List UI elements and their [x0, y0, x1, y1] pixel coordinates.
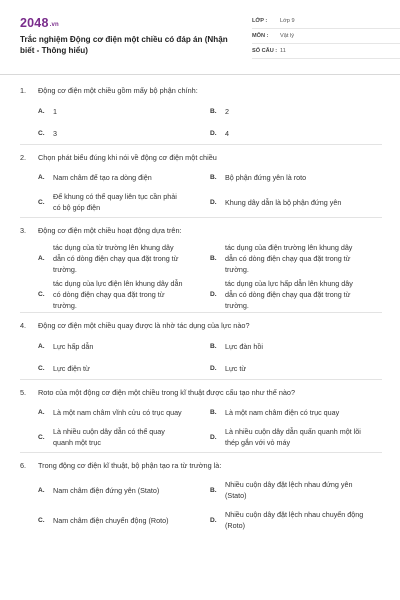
option-letter: C.	[38, 516, 45, 524]
meta-key: SỐ CÂU :	[252, 48, 278, 54]
option-letter: B.	[210, 173, 217, 181]
option-text: Nhiều cuộn dây đặt lệch nhau đứng yên (Stato)	[225, 480, 353, 500]
option-letter: B.	[210, 107, 217, 115]
option-letter: B.	[210, 408, 217, 416]
option-letter: A.	[38, 107, 45, 115]
option-a[interactable]	[20, 240, 192, 276]
option-grid	[20, 100, 382, 144]
option-grid	[20, 402, 382, 452]
question-text: Động cơ điện một chiều hoạt động dựa trên:	[38, 226, 182, 235]
option-d[interactable]	[192, 505, 372, 535]
option-c[interactable]	[20, 505, 192, 535]
option-letter: C.	[38, 433, 45, 441]
question-text: Roto của một động cơ điện một chiều trong kĩ thuật được cấu tạo như thế nào?	[38, 388, 296, 397]
option-text: Lực hấp dẫn	[53, 341, 94, 351]
option-b[interactable]	[192, 167, 372, 187]
meta-value: 11	[280, 48, 286, 54]
question-stem	[20, 380, 382, 402]
meta-key: MÔN :	[252, 33, 269, 39]
option-text: Là nhiều cuộn dây dẫn có thể quay quanh một trục	[53, 427, 165, 447]
question-3	[20, 218, 382, 313]
question-text: Chọn phát biểu đúng khi nói về động cơ điện một chiều	[38, 153, 217, 162]
meta-row-grade	[252, 14, 400, 29]
question-text: Động cơ điện một chiều quay được là nhờ tác dụng của lực nào?	[38, 321, 250, 330]
question-text: Trong động cơ điện kĩ thuật, bộ phận tạo ra từ trường là:	[38, 461, 222, 470]
option-c[interactable]	[20, 422, 192, 452]
option-letter: A.	[38, 408, 45, 416]
option-b[interactable]	[192, 402, 372, 422]
option-letter: C.	[38, 129, 45, 137]
question-number: 2.	[20, 153, 27, 162]
question-number: 3.	[20, 226, 27, 235]
question-stem	[20, 78, 382, 100]
logo-main: 2048	[20, 16, 49, 30]
option-text: Lực điện từ	[53, 363, 90, 373]
question-1	[20, 78, 382, 145]
option-text: Để khung có thể quay liên tục cần phải có bộ góp điện	[53, 192, 177, 212]
option-letter: D.	[210, 433, 217, 441]
option-text: Nhiều cuộn dây đặt lệch nhau chuyển động (Roto)	[225, 510, 364, 530]
worksheet-header	[20, 12, 384, 78]
option-grid	[20, 475, 382, 535]
option-grid	[20, 335, 382, 379]
option-text: Khung dây dẫn là bộ phận đứng yên	[225, 197, 342, 207]
question-list	[20, 78, 382, 535]
option-letter: C.	[38, 364, 45, 372]
question-2	[20, 145, 382, 218]
option-text: Lực đàn hồi	[225, 341, 263, 351]
option-d[interactable]	[192, 276, 372, 312]
option-a[interactable]	[20, 475, 192, 505]
question-number: 1.	[20, 86, 27, 95]
question-stem	[20, 218, 382, 240]
question-number: 4.	[20, 321, 27, 330]
option-text: tác dụng của lực hấp dẫn lên khung dây dẫn có dòng điện chạy qua đặt trong từ trường.	[225, 278, 353, 310]
option-letter: B.	[210, 254, 217, 262]
option-text: 1	[53, 106, 57, 116]
header-divider	[0, 74, 400, 75]
option-d[interactable]	[192, 422, 372, 452]
option-text: Là một nam châm điện có trục quay	[225, 407, 340, 417]
option-letter: D.	[210, 129, 217, 137]
question-stem	[20, 453, 382, 475]
option-text: tác dụng của lực điện lên khung dây dẫn có dòng điện chạy qua đặt trong từ trường.	[53, 278, 183, 310]
option-text: Nam châm điện đứng yên (Stato)	[53, 485, 160, 495]
option-text: tác dụng của điện trường lên khung dây dẫn có dòng điện chạy qua đặt trong từ trường.	[225, 242, 353, 274]
meta-row-subject	[252, 29, 400, 44]
option-d[interactable]	[192, 122, 372, 144]
question-number: 5.	[20, 388, 27, 397]
site-logo[interactable]	[20, 16, 59, 30]
option-text: Nam châm để tạo ra dòng điện	[53, 172, 152, 182]
meta-key: LỚP :	[252, 18, 268, 24]
option-letter: A.	[38, 173, 45, 181]
meta-value: Vật lý	[280, 33, 294, 39]
option-grid	[20, 167, 382, 217]
option-letter: C.	[38, 290, 45, 298]
option-a[interactable]	[20, 402, 192, 422]
option-text: Là nhiều cuộn dây dẫn quấn quanh một lõi thép gắn với vỏ máy	[225, 427, 361, 447]
option-letter: D.	[210, 290, 217, 298]
option-text: Lực từ	[225, 363, 247, 373]
meta-row-count	[252, 44, 400, 59]
option-b[interactable]	[192, 100, 372, 122]
question-stem	[20, 313, 382, 335]
question-5	[20, 380, 382, 453]
question-6	[20, 453, 382, 535]
option-text: 2	[225, 106, 229, 116]
option-a[interactable]	[20, 335, 192, 357]
option-text: Bộ phận đứng yên là roto	[225, 172, 307, 182]
option-c[interactable]	[20, 357, 192, 379]
option-letter: A.	[38, 486, 45, 494]
logo-suffix: .vn	[49, 22, 59, 28]
option-d[interactable]	[192, 187, 372, 217]
option-text: 4	[225, 128, 229, 138]
option-letter: D.	[210, 516, 217, 524]
option-letter: B.	[210, 486, 217, 494]
worksheet-meta	[252, 14, 400, 59]
option-letter: D.	[210, 364, 217, 372]
option-letter: A.	[38, 342, 45, 350]
option-b[interactable]	[192, 335, 372, 357]
option-letter: A.	[38, 254, 45, 262]
option-text: Nam châm điện chuyển động (Roto)	[53, 515, 169, 525]
question-4	[20, 313, 382, 380]
option-c[interactable]	[20, 187, 192, 217]
option-d[interactable]	[192, 357, 372, 379]
option-text: 3	[53, 128, 57, 138]
option-a[interactable]	[20, 167, 192, 187]
option-b[interactable]	[192, 240, 372, 276]
option-text: tác dụng của từ trường lên khung dây dẫn có dòng điện chạy qua đặt trong từ trường.	[53, 242, 179, 274]
meta-value: Lớp 9	[280, 18, 295, 24]
option-text: Là một nam châm vĩnh cửu có trục quay	[53, 407, 182, 417]
option-b[interactable]	[192, 475, 372, 505]
option-letter: B.	[210, 342, 217, 350]
option-letter: D.	[210, 198, 217, 206]
option-c[interactable]	[20, 276, 192, 312]
option-letter: C.	[38, 198, 45, 206]
question-number: 6.	[20, 461, 27, 470]
worksheet-title: Trắc nghiệm Động cơ điện một chiều có đáp án (Nhận biết - Thông hiểu)	[20, 35, 228, 55]
option-grid	[20, 240, 382, 312]
question-text: Động cơ điện một chiều gồm mấy bộ phận chính:	[38, 86, 198, 95]
option-a[interactable]	[20, 100, 192, 122]
question-stem	[20, 145, 382, 167]
option-c[interactable]	[20, 122, 192, 144]
